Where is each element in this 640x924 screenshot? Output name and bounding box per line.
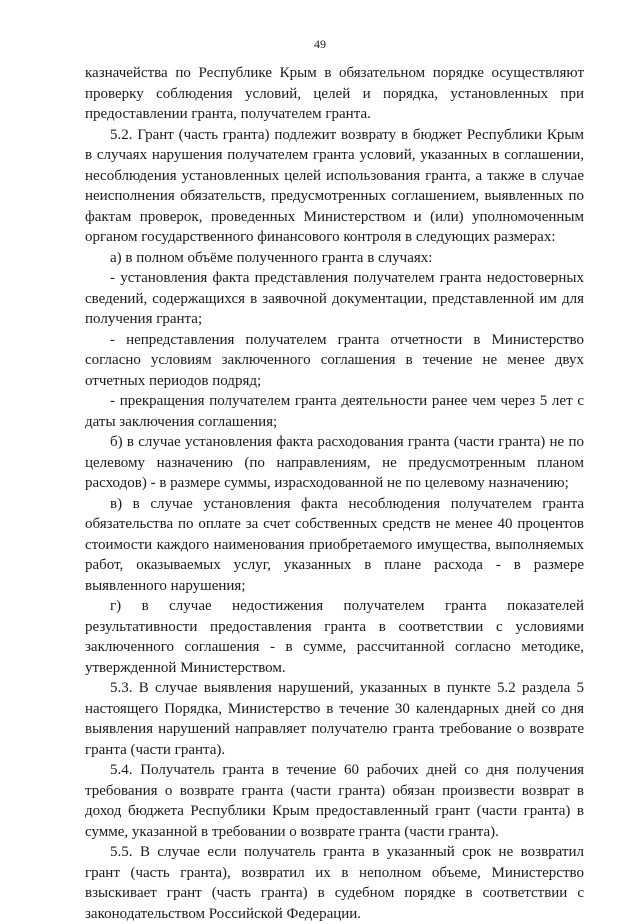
paragraph-5-2-b: б) в случае установления факта расходования гранта (части гранта) не по целевому назначению (по направлениям, не предусмотренным планом расходов) - в размере суммы, израсходованной не по целевому назначению; bbox=[85, 434, 584, 491]
paragraph-5-3: 5.3. В случае выявления нарушений, указанных в пункте 5.2 раздела 5 настоящего Порядка, Министерство в течение 30 календарных дней со дня выявления нарушений направляет получателю гранта требование о возврате гранта (части гранта). bbox=[85, 680, 584, 758]
paragraph-5-2-a-item-1: - установления факта представления получателем гранта недостоверных сведений, содержащихся в заявочной документации, представленной им для получения гранта; bbox=[85, 270, 584, 327]
paragraph-continuation: казначейства по Республике Крым в обязательном порядке осуществляют проверку соблюдения условий, целей и порядка, установленных при предоставлении гранта, получателем гранта. bbox=[85, 65, 584, 122]
paragraph-5-2-a: а) в полном объёме полученного гранта в случаях: bbox=[110, 249, 433, 266]
paragraph-5-2-v: в) в случае установления факта несоблюдения получателем гранта обязательства по оплате за счет собственных средств не менее 40 процентов стоимости каждого наименования приобретаемого имущества, выполняемых работ, оказываемых услуг, указанных в плане расхода - в размере выявленного нарушения; bbox=[85, 495, 584, 594]
paragraph-5-2-g: г) в случае недостижения получателем гранта показателей результативности предоставления гранта в соответствии с условиями заключенного соглашения - в сумме, рассчитанной согласно методике, утвержденной Министерством. bbox=[85, 598, 584, 676]
paragraph-5-2: 5.2. Грант (часть гранта) подлежит возврату в бюджет Республики Крым в случаях нарушения получателем гранта условий, указанных в соглашении, несоблюдения установленных целей использования гранта, а также в случае неисполнения обязательств, предусмотренных соглашением, выявленных по фактам проверок, проведенных Министерством и (или) уполномоченным органом государственного финансового контроля в следующих размерах: bbox=[85, 126, 584, 245]
paragraph-5-5: 5.5. В случае если получатель гранта в указанный срок не возвратил грант (часть гранта), возвратил их в неполном объеме, Министерство взыскивает грант (часть гранта) в судебном порядке в соответствии с законодательством Российской Федерации. bbox=[85, 844, 584, 922]
paragraph-5-2-a-item-2: - непредставления получателем гранта отчетности в Министерство согласно условиям заключенного соглашения в течение не менее двух отчетных периодов подряд; bbox=[85, 331, 584, 389]
document-body bbox=[85, 63, 584, 924]
page-number: 49 bbox=[314, 37, 326, 51]
paragraph-5-2-a-item-3: - прекращения получателем гранта деятельности ранее чем через 5 лет с даты заключения соглашения; bbox=[85, 393, 584, 430]
paragraph-5-4: 5.4. Получатель гранта в течение 60 рабочих дней со дня получения требования о возврате гранта (части гранта) обязан произвести возврат в доход бюджета Республики Крым предоставленный грант (части гранта) в сумме, указанной в требовании о возврате гранта (части гранта). bbox=[85, 762, 584, 840]
